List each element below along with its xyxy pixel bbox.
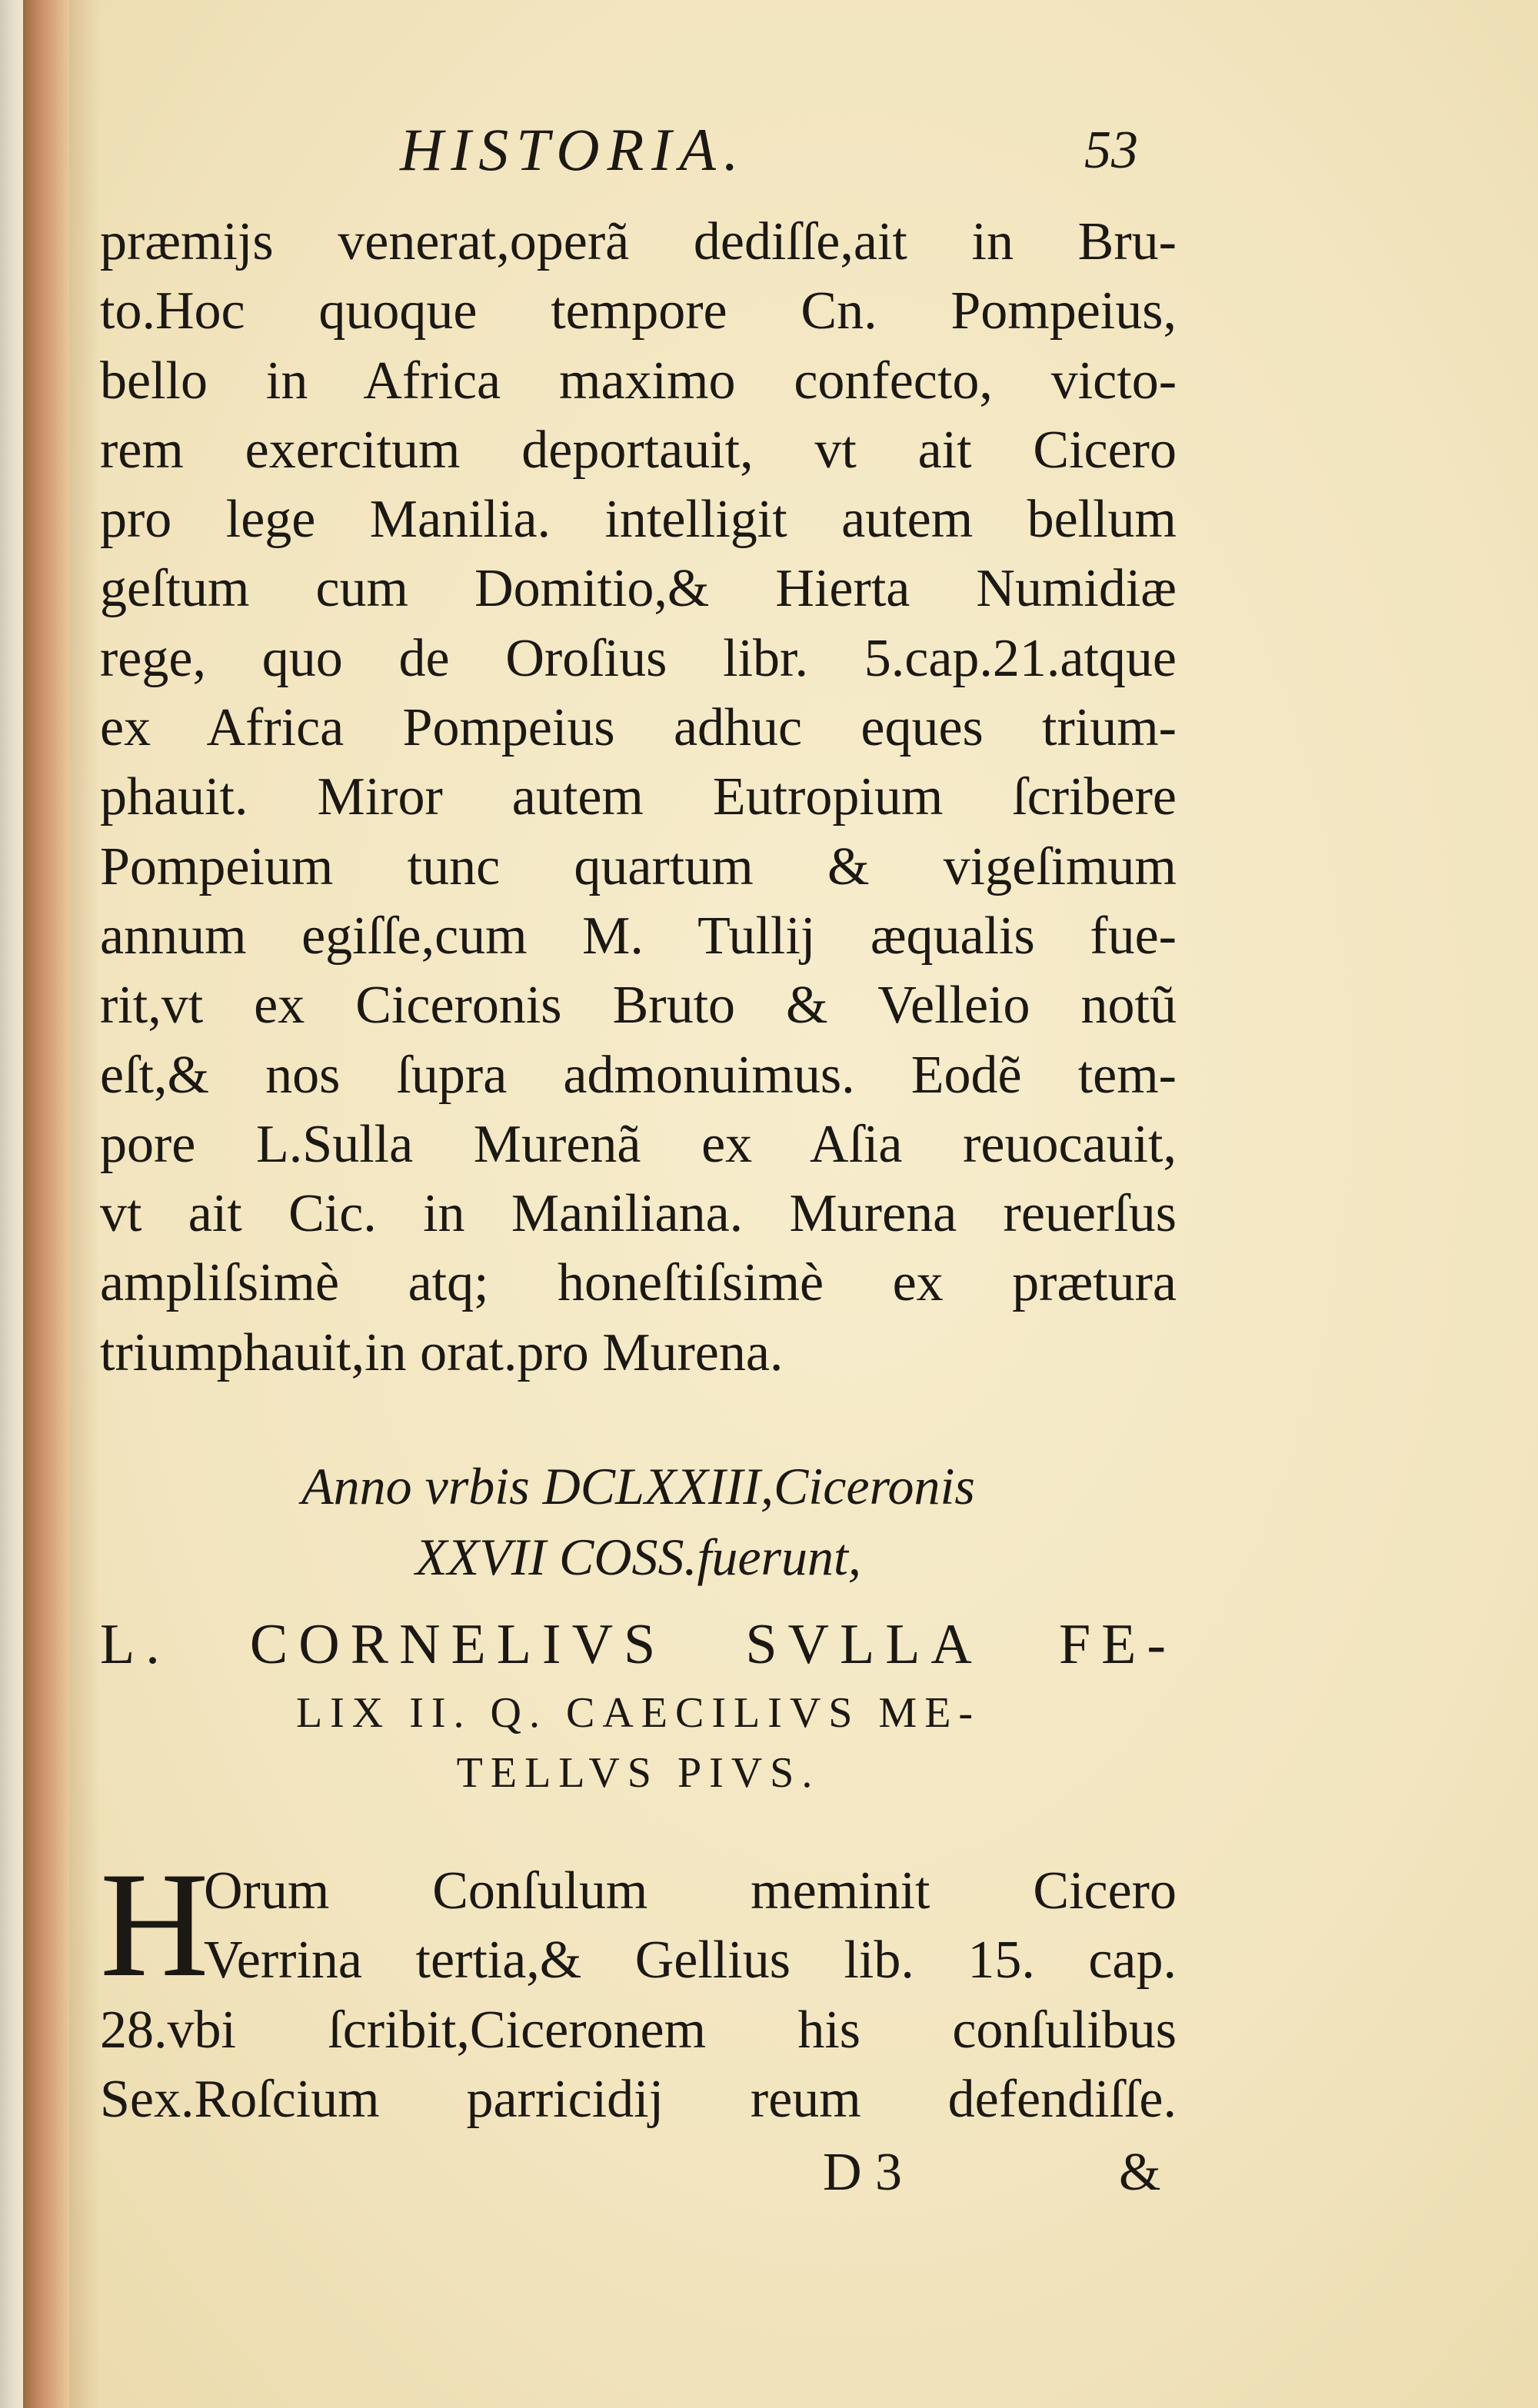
text-line: to.Hoc quoque tempore Cn. Pompeius, (100, 281, 1177, 341)
text-line: Pompeium tunc quartum & vigeſimum (100, 836, 1177, 896)
text-line: Orum Conſulum meminit Cicero (204, 1861, 1177, 1921)
book-spine (23, 0, 69, 2408)
text-block (100, 115, 1177, 2211)
text-line: rege, quo de Oroſius libr. 5.cap.21.atque (100, 628, 1177, 688)
text-line: vt ait Cic. in Maniliana. Murena reuerſus (100, 1184, 1177, 1244)
text-line: ex Africa Pompeius adhuc eques trium- (100, 698, 1177, 758)
text-line: phauit. Miror autem Eutropium ſcribere (100, 767, 1177, 827)
text-line: annum egiſſe,cum M. Tullij æqualis fue- (100, 906, 1177, 966)
second-paragraph (100, 1841, 1177, 2134)
text-line: rit,vt ex Ciceronis Bruto & Velleio notũ (100, 976, 1177, 1036)
page-footer (100, 2142, 1177, 2211)
text-line: rem exercitum deportauit, vt ait Cicero (100, 420, 1177, 480)
heading-line: XXVII COSS.fuerunt, (415, 1528, 861, 1587)
text-line: bello in Africa maximo confecto, victo- (100, 351, 1177, 411)
text-line: eſt,& nos ſupra admonuimus. Eodẽ tem- (100, 1045, 1177, 1105)
text-line: præmijs venerat,operã dediſſe,ait in Bru- (100, 212, 1177, 271)
page-number: 53 (1084, 121, 1138, 180)
text-line: pore L.Sulla Murenã ex Aſia reuocauit, (100, 1114, 1177, 1174)
section-heading (100, 1451, 1177, 1592)
body-paragraph (100, 208, 1177, 1388)
text-line: 28.vbi ſcribit,Ciceronem his conſulibus (100, 2000, 1177, 2060)
consuls-line: TELLVS PIVS. (456, 1749, 821, 1798)
text-line: geſtum cum Domitio,& Hierta Numidiæ (100, 559, 1177, 619)
page-header (100, 115, 1177, 208)
text-line: Verrina tertia,& Gellius lib. 15. cap. (204, 1931, 1177, 1991)
running-title: HISTORIA. (400, 116, 747, 183)
consuls-names (100, 1606, 1177, 1803)
text-line: pro lege Manilia. intelligit autem bellum (100, 490, 1177, 550)
consuls-line: LIX II. Q. CAECILIVS ME- (295, 1689, 981, 1738)
gutter-shadow (69, 0, 100, 2408)
signature-mark: D 3 (823, 2143, 903, 2203)
text-line: Sex.Roſcium parricidij reum defendiſſe. (100, 2069, 1177, 2129)
text-line: triumphauit,in orat.pro Murena. (100, 1322, 784, 1382)
drop-cap: H (100, 1841, 209, 2009)
heading-line: Anno vrbis DCLXXIII,Ciceronis (301, 1457, 975, 1516)
catchword: & (1119, 2143, 1161, 2203)
page-edge (0, 0, 23, 2408)
consuls-line: L. CORNELIVS SVLLA FE- (100, 1613, 1177, 1677)
text-line: ampliſsimè atq; honeſtiſsimè ex prætura (100, 1253, 1177, 1313)
